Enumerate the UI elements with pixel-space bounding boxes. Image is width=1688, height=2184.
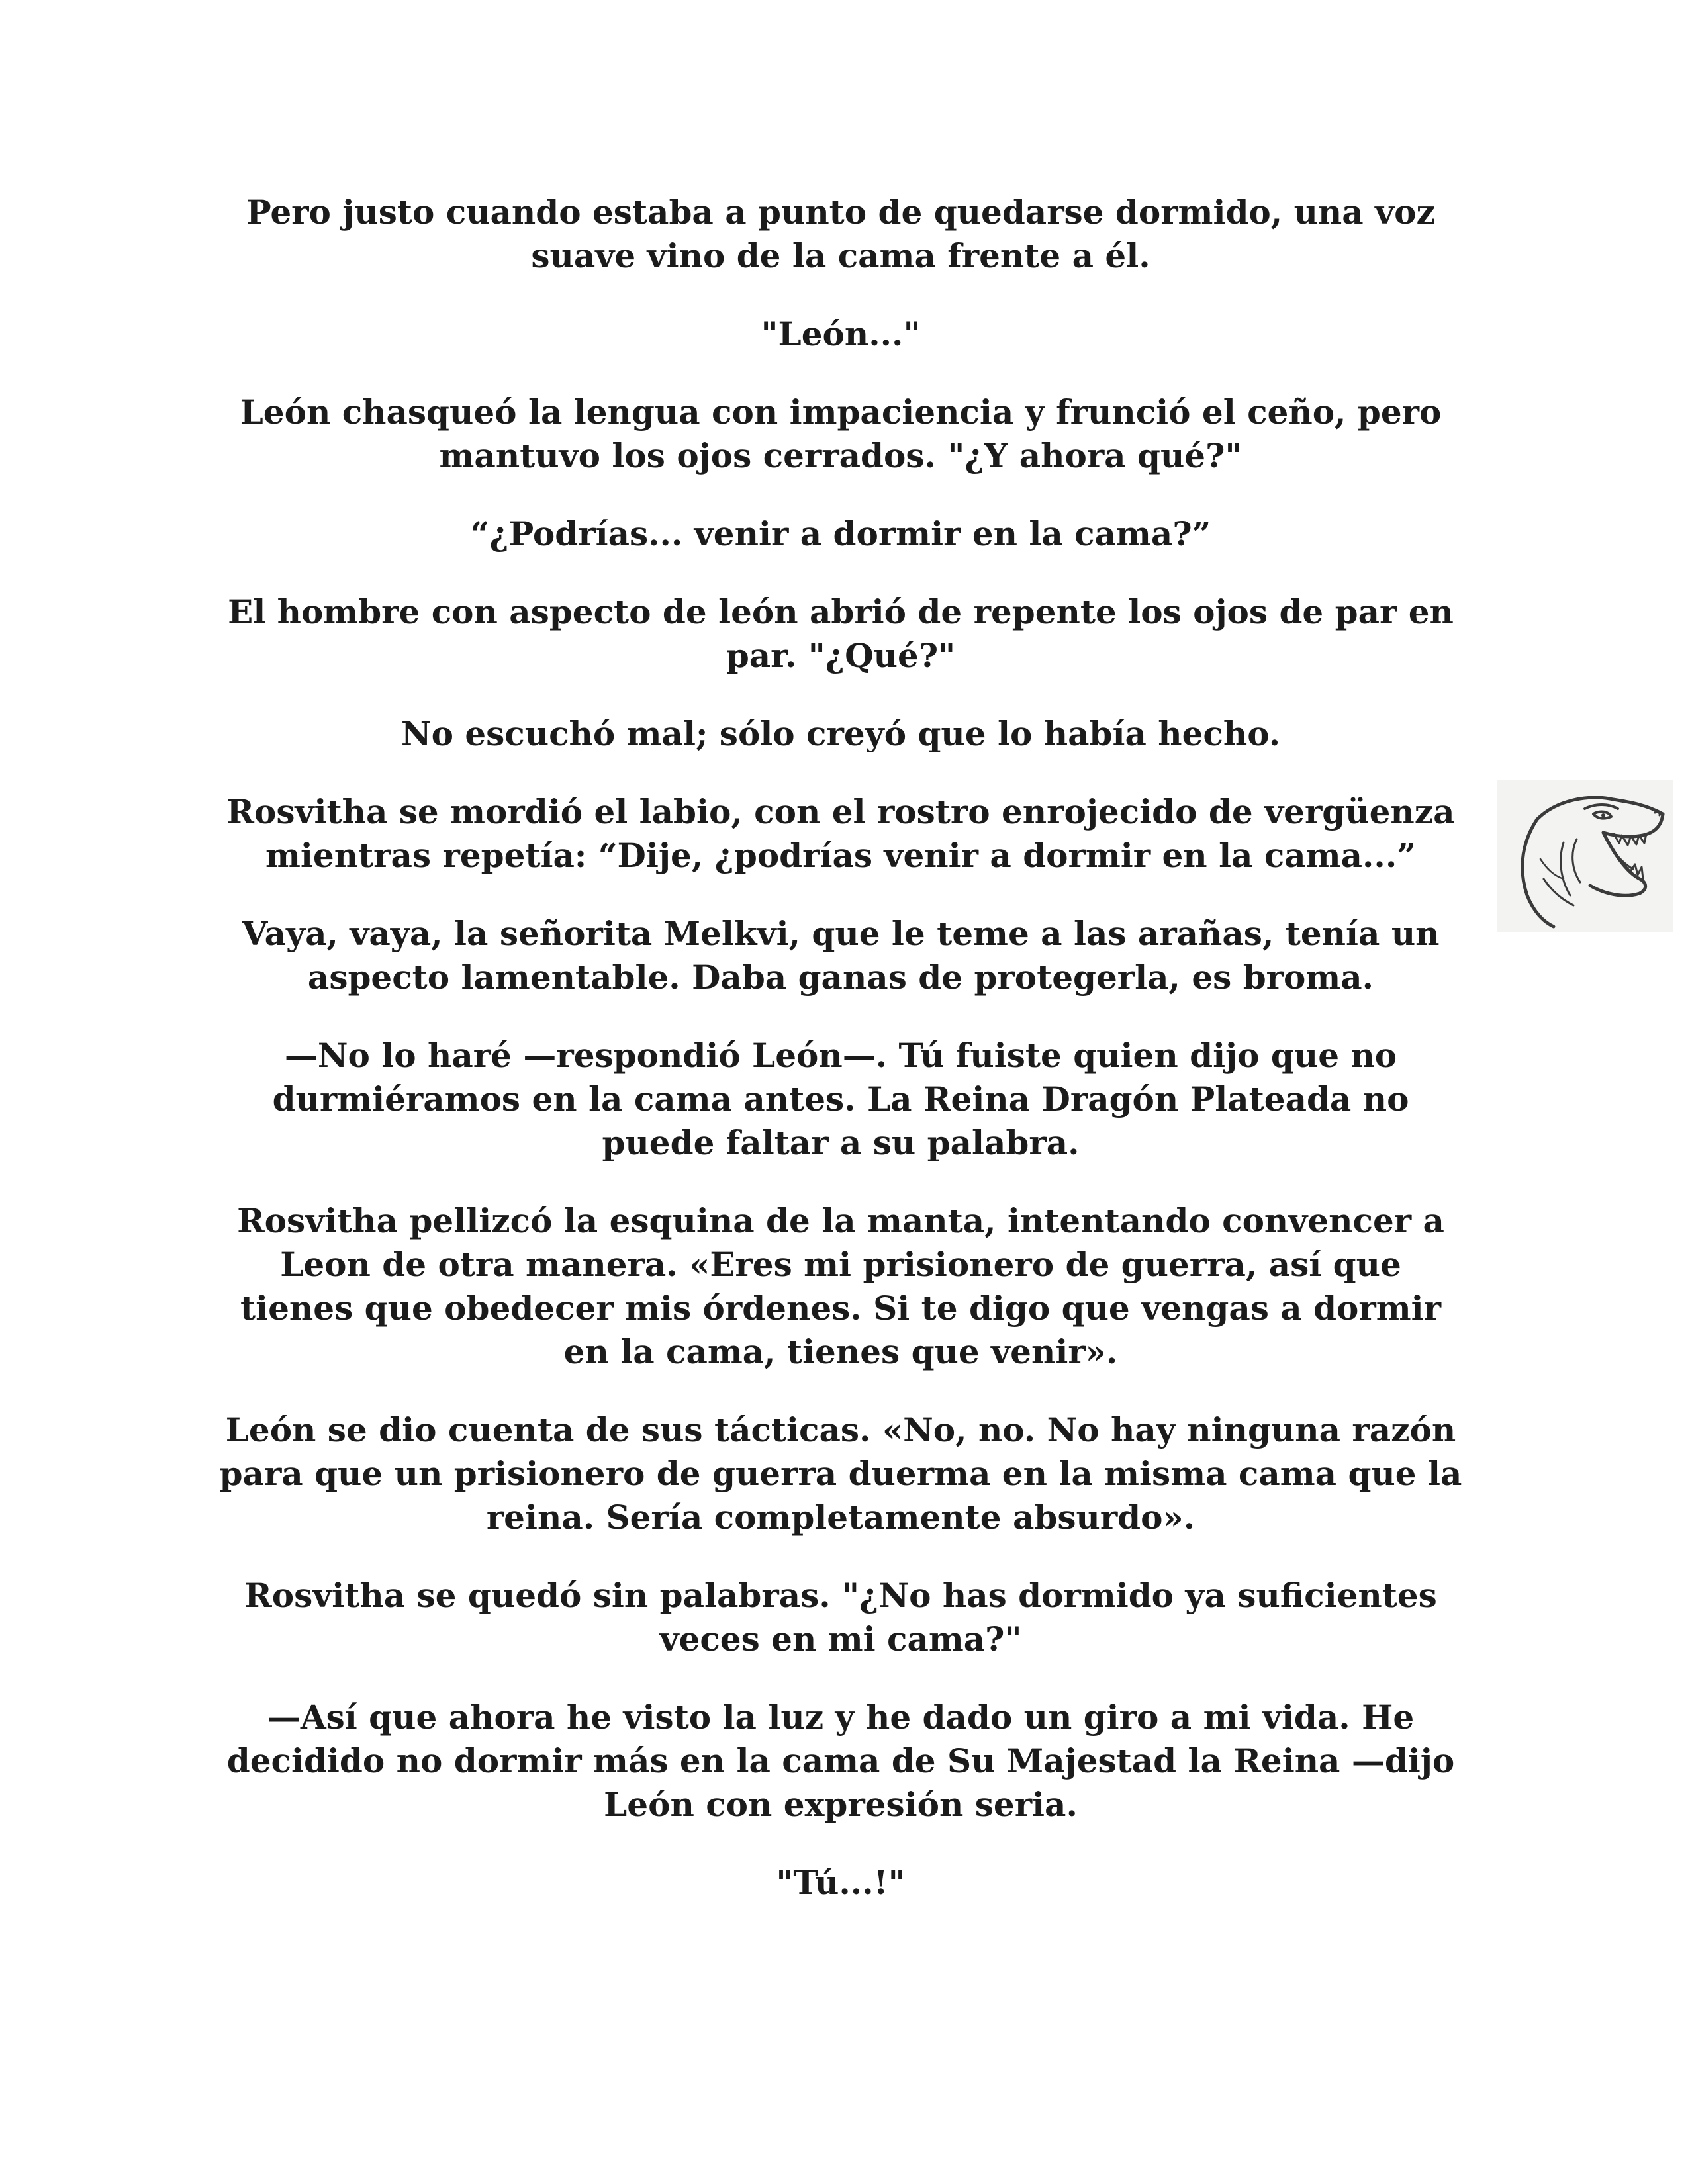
paragraph-12: Rosvitha se quedó sin palabras. "¿No has dormido ya suficientes veces en mi cama?" — [244, 1576, 1437, 1659]
paragraph-11: León se dio cuenta de sus tácticas. «No, no. No hay ninguna razón para que un prisionero de guerra duerma en la misma cama que la reina. Sería completamente absurdo». — [219, 1410, 1462, 1537]
paragraph-6: No escuchó mal; sólo creyó que lo había hecho. — [400, 714, 1281, 753]
paragraph-1: Pero justo cuando estaba a punto de quedarse dormido, una voz suave vino de la cama frente a él. — [246, 193, 1435, 275]
paragraph-5: El hombre con aspecto de león abrió de repente los ojos de par en par. "¿Qué?" — [228, 592, 1454, 675]
paragraph-9: —No lo haré —respondió León—. Tú fuiste quien dijo que no durmiéramos en la cama antes. La Reina Dragón Plateada no puede faltar a su palabra. — [272, 1036, 1409, 1162]
paragraph-14: "Tú...!" — [776, 1863, 906, 1902]
paragraph-13: —Así que ahora he visto la luz y he dado un giro a mi vida. He decidido no dormir más en la cama de Su Majestad la Reina —dijo León con expresión seria. — [226, 1698, 1455, 1824]
paragraph-2: "León..." — [761, 314, 921, 353]
paragraph-4: “¿Podrías... venir a dormir en la cama?” — [470, 514, 1211, 553]
paragraph-3: León chasqueó la lengua con impaciencia y frunció el ceño, pero mantuvo los ojos cerrados. "¿Y ahora qué?" — [240, 392, 1442, 475]
paragraph-8: Vaya, vaya, la señorita Melkvi, que le teme a las arañas, tenía un aspecto lamentable. Daba ganas de protegerla, es broma. — [242, 914, 1440, 997]
paragraph-7: Rosvitha se mordió el labio, con el rostro enrojecido de vergüenza mientras repetía: “Dije, ¿podrías venir a dormir en la cama...” — [226, 792, 1455, 875]
dinosaur-head-icon — [1497, 780, 1673, 932]
body-text — [218, 191, 1463, 1939]
paragraph-10: Rosvitha pellizcó la esquina de la manta, intentando convencer a Leon de otra manera. «Eres mi prisionero de guerra, así que tienes que obedecer mis órdenes. Si te digo que vengas a dormir en la cama, tienes que venir». — [237, 1201, 1444, 1371]
